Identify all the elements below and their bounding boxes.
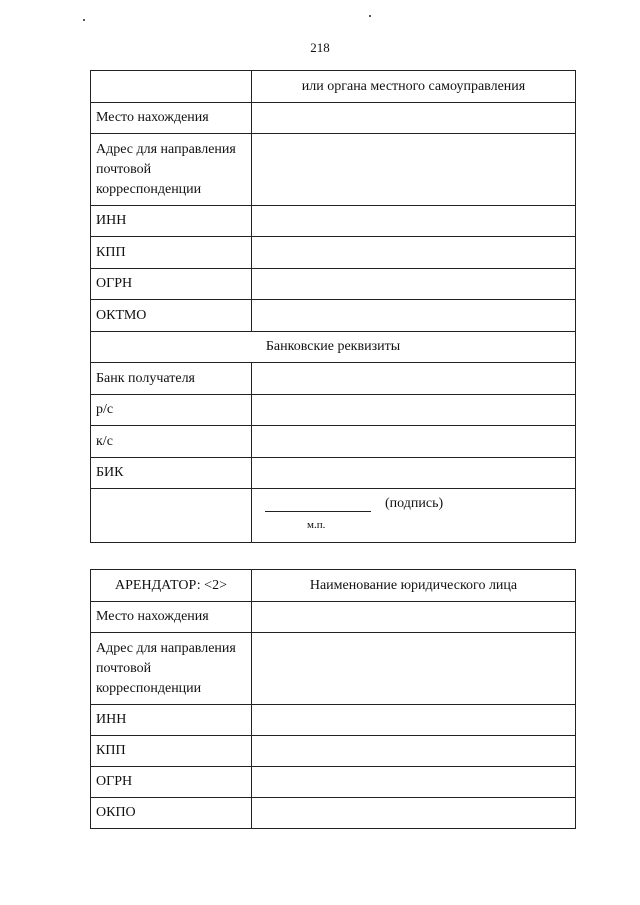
bik-label: БИК <box>91 458 252 489</box>
kpp-value <box>252 736 576 767</box>
postal-address-value <box>252 633 576 705</box>
table-row <box>91 363 576 395</box>
ogrn-value <box>252 269 576 300</box>
table-row <box>91 426 576 458</box>
ogrn-label: ОГРН <box>91 767 252 798</box>
ogrn-label: ОГРН <box>91 269 252 300</box>
table-row <box>91 134 576 206</box>
scan-dot <box>83 19 85 21</box>
table-row <box>91 570 576 602</box>
landlord-requisites-table <box>90 70 576 543</box>
signature-left-cell <box>91 489 252 543</box>
table-row <box>91 206 576 237</box>
postal-address-label: Адрес для направления почтовой корреспонденции <box>91 633 252 705</box>
table-row <box>91 458 576 489</box>
bik-value <box>252 458 576 489</box>
stamp-label: м.п. <box>307 519 326 531</box>
table-row <box>91 237 576 269</box>
scan-dot <box>369 15 371 17</box>
tenant-header-title: Наименование юридического лица <box>252 570 576 602</box>
inn-label: ИНН <box>91 206 252 237</box>
table-row <box>91 798 576 829</box>
location-label: Место нахождения <box>91 602 252 633</box>
table-row <box>91 103 576 134</box>
header-left-cell <box>91 71 252 103</box>
oktmo-value <box>252 300 576 332</box>
postal-address-label: Адрес для направления почтовой корреспонденции <box>91 134 252 206</box>
table-row <box>91 705 576 736</box>
correspondent-account-label: к/с <box>91 426 252 458</box>
header-right-cell: или органа местного самоуправления <box>252 71 576 103</box>
kpp-label: КПП <box>91 237 252 269</box>
table-row <box>91 633 576 705</box>
signature-line <box>265 511 371 512</box>
bank-name-label: Банк получателя <box>91 363 252 395</box>
tenant-requisites-table <box>90 569 576 829</box>
oktmo-label: ОКТМО <box>91 300 252 332</box>
table-row <box>91 269 576 300</box>
signature-label: (подпись) <box>385 496 444 511</box>
table-row <box>91 332 576 363</box>
tenant-header-label: АРЕНДАТОР: <2> <box>91 570 252 602</box>
table-row <box>91 767 576 798</box>
kpp-value <box>252 237 576 269</box>
table-row <box>91 395 576 426</box>
okpo-value <box>252 798 576 829</box>
location-label: Место нахождения <box>91 103 252 134</box>
table-row <box>91 300 576 332</box>
inn-label: ИНН <box>91 705 252 736</box>
bank-name-value <box>252 363 576 395</box>
bank-section-title: Банковские реквизиты <box>91 332 576 363</box>
settlement-account-label: р/с <box>91 395 252 426</box>
ogrn-value <box>252 767 576 798</box>
inn-value <box>252 705 576 736</box>
location-value <box>252 103 576 134</box>
page-number: 218 <box>310 40 330 55</box>
postal-address-value <box>252 134 576 206</box>
table-row <box>91 71 576 103</box>
okpo-label: ОКПО <box>91 798 252 829</box>
table-row <box>91 602 576 633</box>
kpp-label: КПП <box>91 736 252 767</box>
location-value <box>252 602 576 633</box>
table-row <box>91 489 576 543</box>
settlement-account-value <box>252 395 576 426</box>
signature-cell <box>252 489 576 543</box>
correspondent-account-value <box>252 426 576 458</box>
table-row <box>91 736 576 767</box>
inn-value <box>252 206 576 237</box>
